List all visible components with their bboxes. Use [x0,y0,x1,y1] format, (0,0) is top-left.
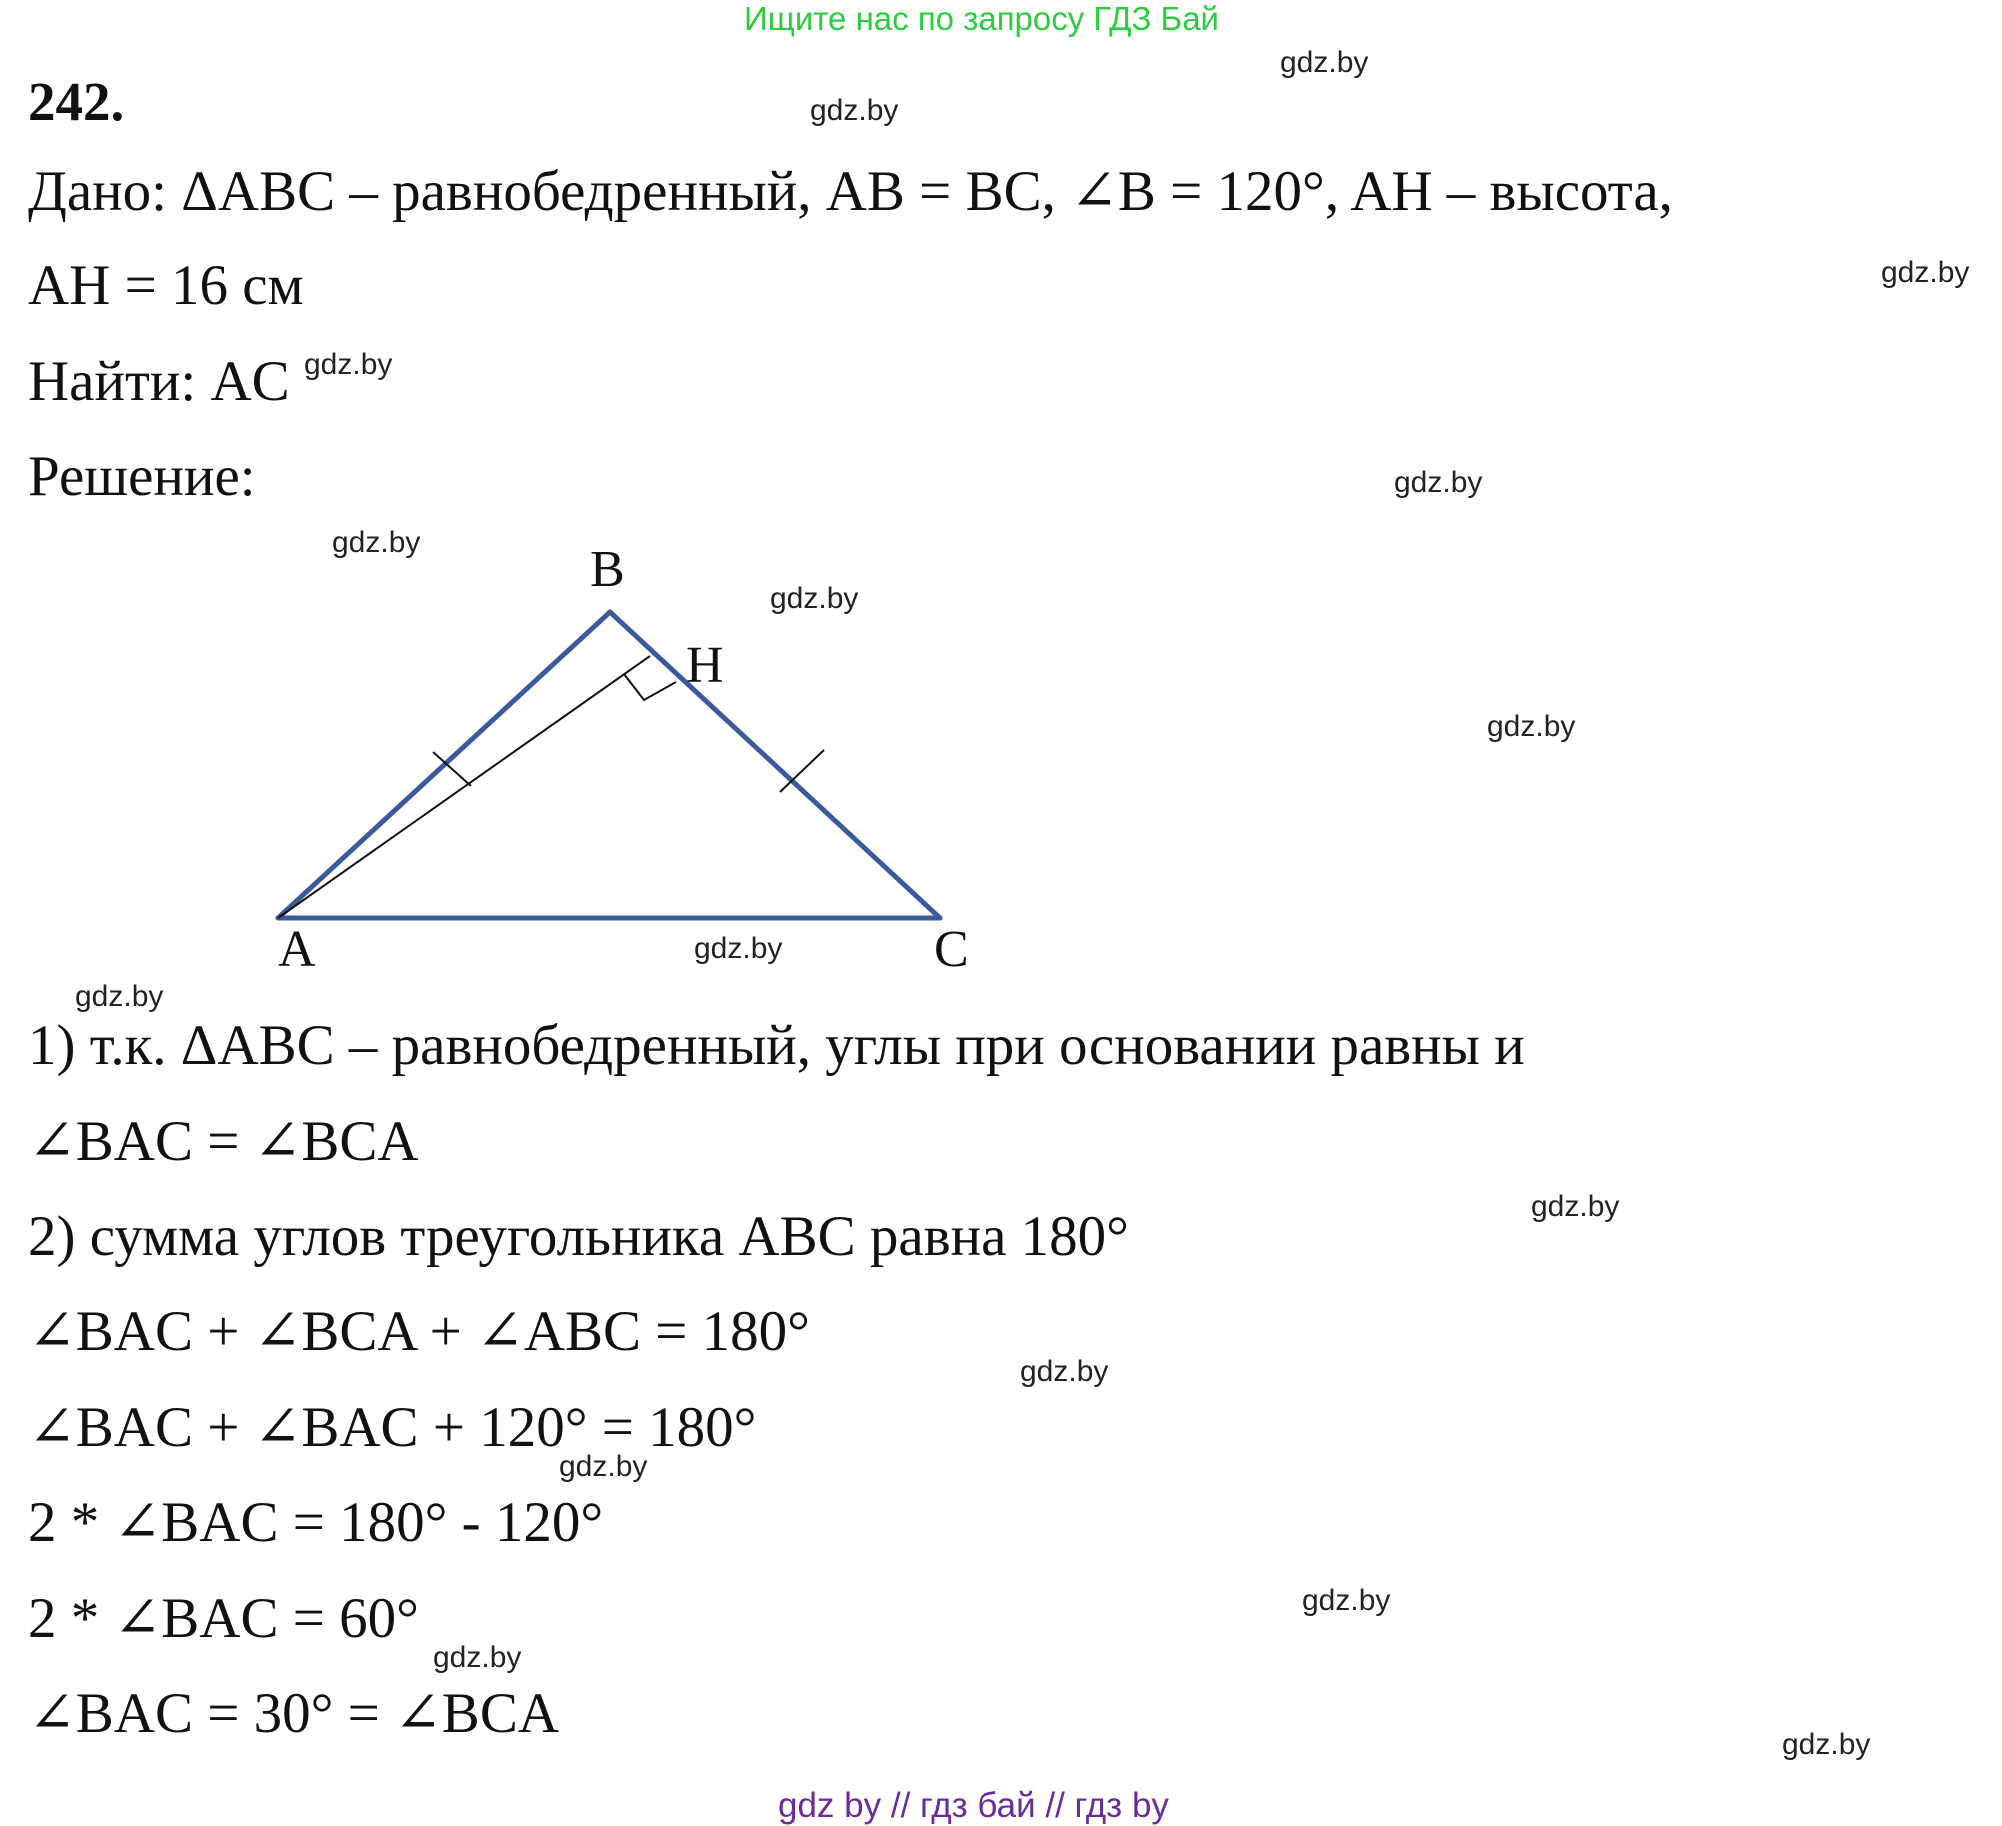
solution-label: Решение: [28,445,256,508]
find-line: Найти: AC [28,350,290,413]
solution-line-4: ∠BAC + ∠BCA + ∠ABC = 180° [28,1300,810,1363]
solution-line-2: ∠BAC = ∠BCA [28,1110,419,1173]
solution-line-6: 2 * ∠BAC = 180° - 120° [28,1491,604,1554]
right-angle-marker [624,674,676,700]
watermark: gdz.by [1302,1584,1391,1617]
watermark: gdz.by [332,526,421,559]
vertex-label-b: B [590,541,625,598]
problem-number: 242. [28,71,125,132]
watermark: gdz.by [770,582,859,615]
given-line-2: AH = 16 см [28,254,304,317]
watermark: gdz.by [694,932,783,965]
watermark: gdz.by [1782,1728,1871,1761]
watermark: gdz.by [810,94,899,127]
watermark: gdz.by [433,1641,522,1674]
solution-line-8: ∠BAC = 30° = ∠BCA [28,1682,560,1745]
solution-line-7: 2 * ∠BAC = 60° [28,1587,419,1650]
watermark: gdz.by [559,1450,648,1483]
side-ab [278,612,610,918]
watermark: gdz.by [1394,466,1483,499]
watermark: gdz.by [1020,1355,1109,1388]
altitude-ah [278,656,650,918]
watermark: gdz.by [1881,256,1970,289]
watermark: gdz.by [1280,46,1369,79]
solution-line-5: ∠BAC + ∠BAC + 120° = 180° [28,1396,757,1459]
solution-line-3: 2) сумма углов треугольника ABC равна 180° [28,1205,1129,1268]
side-bc [610,612,940,918]
watermark: gdz.by [1531,1190,1620,1223]
tick-bc [780,750,824,792]
vertex-label-c: C [934,921,969,978]
vertex-label-a: A [278,921,316,978]
bottom-banner: gdz by // гдз бай // гдз by [778,1786,1169,1825]
solution-line-1: 1) т.к. ΔABC – равнобедренный, углы при основании равны и [28,1014,1525,1077]
top-banner: Ищите нас по запросу ГДЗ Бай [744,0,1219,37]
watermark: gdz.by [1487,710,1576,743]
watermark: gdz.by [75,980,164,1013]
vertex-label-h: H [686,637,724,694]
given-line-1: Дано: ΔABC – равнобедренный, AB = BC, ∠B = 120°, AH – высота, [28,160,1673,223]
watermark: gdz.by [304,348,393,381]
